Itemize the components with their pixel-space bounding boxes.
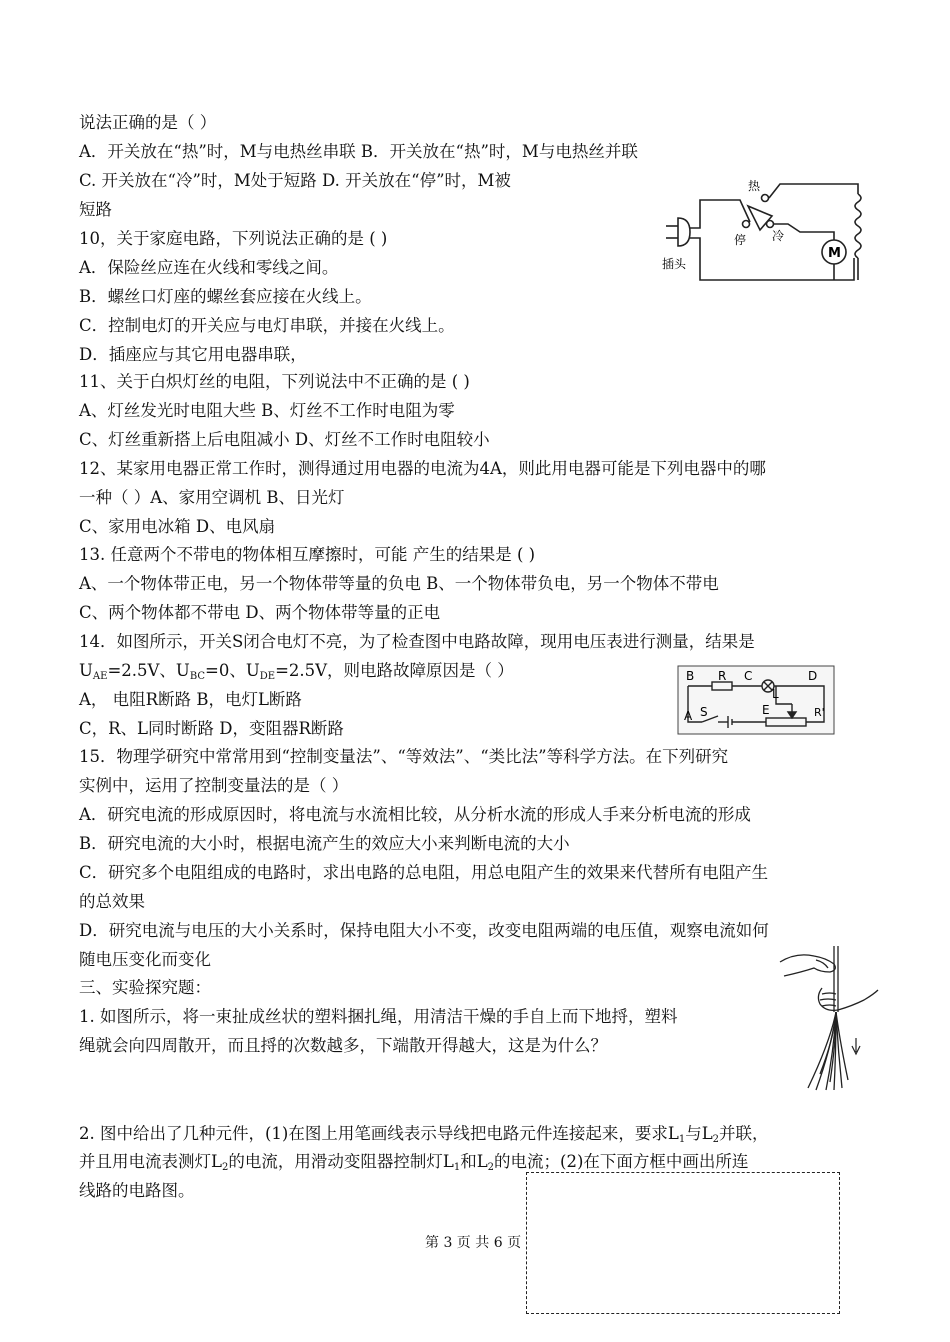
option-10-a: A．保险丝应连在火线和零线之间。	[79, 258, 339, 277]
experiment-2-cont2: 线路的电路图。	[79, 1181, 195, 1200]
label-hot: 热	[748, 179, 761, 193]
upper-hand	[780, 955, 835, 976]
option-9-d-cont: 短路	[79, 200, 112, 219]
label-cold: 冷	[772, 229, 785, 243]
option-11-cd: C、灯丝重新搭上后电阻减小 D、灯丝不工作时电阻较小	[79, 430, 490, 449]
plug-icon	[678, 218, 690, 246]
option-9-ab: A．开关放在“热”时，M与电热丝串联 B．开关放在“热”时，M与电热丝并联	[79, 142, 638, 161]
label-r-prime: R'	[814, 706, 825, 719]
label-b: B	[686, 669, 695, 683]
line-question-9-end: 说法正确的是（ ）	[79, 113, 217, 132]
option-10-c: C．控制电灯的开关应与电灯串联，并接在火线上。	[79, 316, 455, 335]
option-15-a: A．研究电流的形成原因时，将电流与水流相比较，从分析水流的形成人手来分析电流的形成	[79, 805, 751, 824]
label-r: R	[718, 669, 727, 683]
question-15: 15．物理学研究中常常用到“控制变量法”、“等效法”、“类比法”等科学方法。在下列研究	[79, 747, 729, 766]
option-12-cd: C、家用电冰箱 D、电风扇	[79, 517, 276, 536]
label-c: C	[744, 669, 753, 683]
section-heading-experiment: 三、实验探究题：	[79, 978, 211, 997]
option-15-c: C．研究多个电阻组成的电路时，求出电路的总电阻，用总电阻产生的效果来代替所有电阻产生	[79, 863, 769, 882]
option-9-cd: C. 开关放在“冷”时，M处于短路 D. 开关放在“停”时，M被	[79, 171, 511, 190]
option-10-d: D．插座应与其它用电器串联，	[79, 345, 307, 364]
page-footer: 第 3 页 共 6 页	[425, 1235, 522, 1251]
plastic-strands-figure	[776, 942, 880, 1092]
option-14-cd: C，R、L同时断路 D，变阻器R断路	[79, 719, 344, 738]
heating-coil	[855, 194, 861, 258]
label-e: E	[762, 703, 770, 717]
option-15-d: D．研究电流与电压的大小关系时，保持电阻大小不变，改变电阻两端的电压值，观察电流如何	[79, 921, 769, 940]
option-13-ab: A、一个物体带正电，另一个物体带等量的负电 B、一个物体带负电，另一个物体不带电	[79, 574, 719, 593]
option-10-b: B．螺丝口灯座的螺丝套应接在火线上。	[79, 287, 372, 306]
fault-circuit-figure	[676, 664, 836, 736]
label-plug: 插头	[662, 257, 687, 271]
question-14-cont: $U_{AE}=2.5V$、$U_{BC}=0$、$U_{DE}=2.5V$，则电路故障原因是（ ）	[79, 661, 514, 682]
contact-stop	[743, 221, 750, 228]
label-s: S	[700, 705, 708, 719]
question-12: 12、某家用电器正常工作时，测得通过用电器的电流为4A，则此用电器可能是下列电器中的哪	[79, 459, 766, 478]
label-stop: 停	[734, 233, 747, 247]
option-14-ab: A， 电阻R断路 B，电灯L断路	[79, 690, 302, 709]
answer-drawing-box	[526, 1172, 840, 1314]
experiment-2-cont: 并且用电流表测灯$L_2$的电流，用滑动变阻器控制灯$L_1$和$L_2$的电流；(2)在下面方框中画出所连	[79, 1152, 749, 1173]
experiment-2: 2. 图中给出了几种元件，(1)在图上用笔画线表示导线把电路元件连接起来，要求$L_1$与$L_2$并联，	[79, 1124, 769, 1145]
experiment-1: 1. 如图所示，将一束扯成丝状的塑料捆扎绳，用清洁干燥的手自上而下地捋，塑料	[79, 1007, 678, 1026]
question-14: 14．如图所示，开关S闭合电灯不亮，为了检查图中电路故障，现用电压表进行测量，结果是	[79, 632, 755, 651]
option-15-b: B．研究电流的大小时，根据电流产生的效应大小来判断电流的大小	[79, 834, 570, 853]
label-motor: M	[828, 246, 841, 261]
experiment-1-cont: 绳就会向四周散开，而且捋的次数越多，下端散开得越大，这是为什么？	[79, 1036, 607, 1055]
label-d: D	[808, 669, 818, 683]
question-11: 11、关于白炽灯丝的电阻，下列说法中不正确的是 ( )	[79, 372, 470, 391]
hair-dryer-circuit-figure	[660, 176, 868, 288]
question-13: 13. 任意两个不带电的物体相互摩擦时，可能 产生的结果是 ( )	[79, 545, 536, 564]
contact-hot	[762, 195, 769, 202]
label-l: L	[772, 687, 779, 701]
question-15-cont: 实例中，运用了控制变量法的是（ ）	[79, 776, 349, 795]
option-15-d-cont: 随电压变化而变化	[79, 950, 211, 969]
label-a: A	[684, 709, 693, 723]
down-arrow-icon	[852, 1038, 860, 1054]
option-11-ab: A、灯丝发光时电阻大些 B、灯丝不工作时电阻为零	[79, 401, 455, 420]
option-13-cd: C、两个物体都不带电 D、两个物体带等量的正电	[79, 603, 441, 622]
option-15-c-cont: 的总效果	[79, 892, 145, 911]
question-10: 10，关于家庭电路，下列说法正确的是 ( )	[79, 229, 388, 248]
question-12-cont: 一种（ ）A、家用空调机 B、日光灯	[79, 488, 345, 507]
